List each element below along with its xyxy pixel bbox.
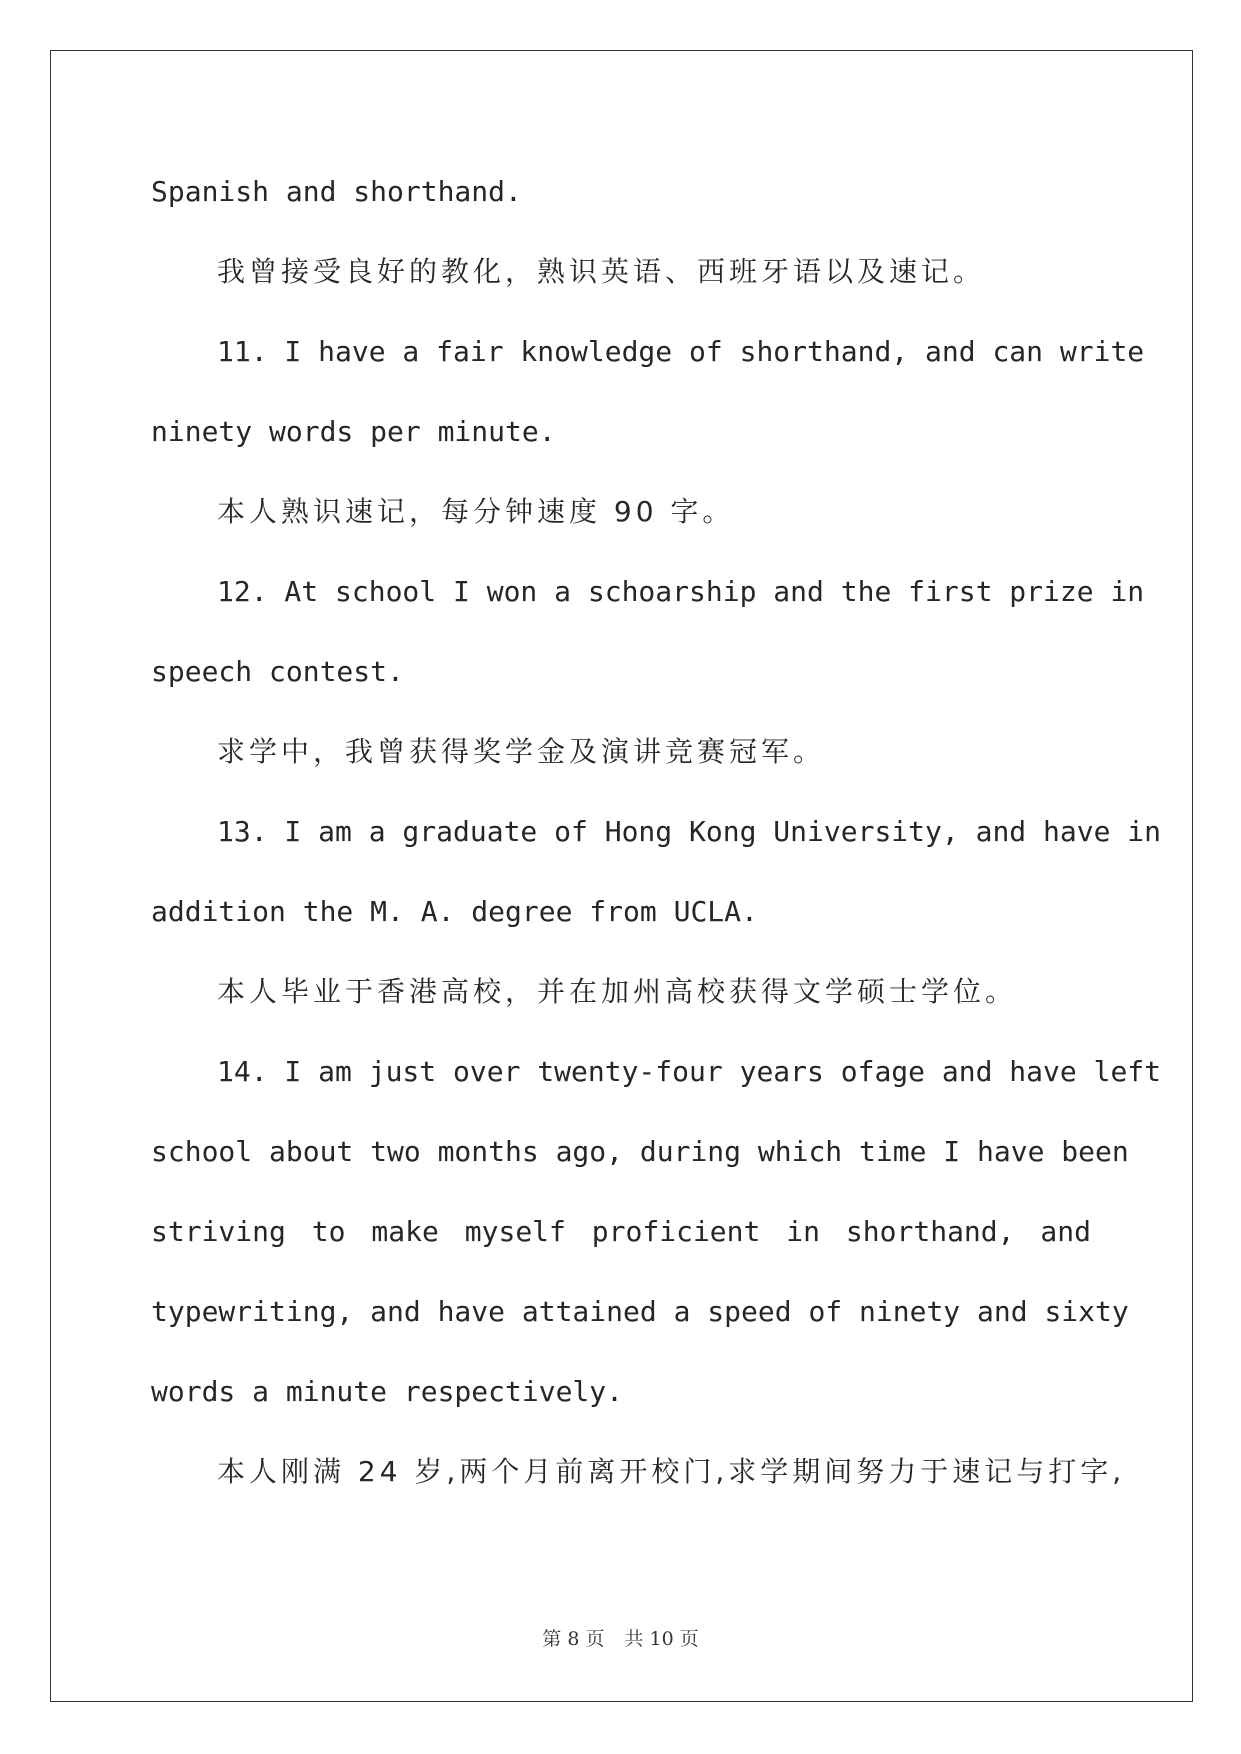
page-total: 共 10 页: [624, 1628, 699, 1650]
text-line: ninety words per minute.: [151, 415, 556, 448]
text-line-chinese: 求学中，我曾获得奖学金及演讲竞赛冠军。: [217, 735, 826, 768]
text-line: 13. I am a graduate of Hong Kong University, and have in: [217, 815, 1162, 848]
text-line-chinese: 本人毕业于香港高校，并在加州高校获得文学硕士学位。: [217, 975, 1018, 1008]
text-line: striving to make myself proficient in shorthand, and: [151, 1215, 1091, 1248]
text-line-chinese: 本人刚满 24 岁,两个月前离开校门,求学期间努力于速记与打字,: [217, 1455, 1126, 1488]
text-line: speech contest.: [151, 655, 404, 688]
page-number: 第 8 页: [542, 1628, 605, 1650]
text-line: 12. At school I won a schoarship and the first prize in: [217, 575, 1145, 608]
text-line: words a minute respectively.: [151, 1375, 624, 1408]
text-line: school about two months ago, during which time I have been: [151, 1135, 1129, 1168]
text-line: Spanish and shorthand.: [151, 175, 522, 208]
text-line: 11. I have a fair knowledge of shorthand, and can write: [217, 335, 1145, 368]
text-line: 14. I am just over twenty-four years ofage and have left: [217, 1055, 1162, 1088]
page-footer: [0, 1626, 1241, 1652]
text-line: addition the M. A. degree from UCLA.: [151, 895, 758, 928]
text-line: typewriting, and have attained a speed of ninety and sixty: [151, 1295, 1129, 1328]
text-line-chinese: 本人熟识速记，每分钟速度 90 字。: [217, 495, 735, 528]
text-line-chinese: 我曾接受良好的教化，熟识英语、西班牙语以及速记。: [217, 255, 986, 288]
